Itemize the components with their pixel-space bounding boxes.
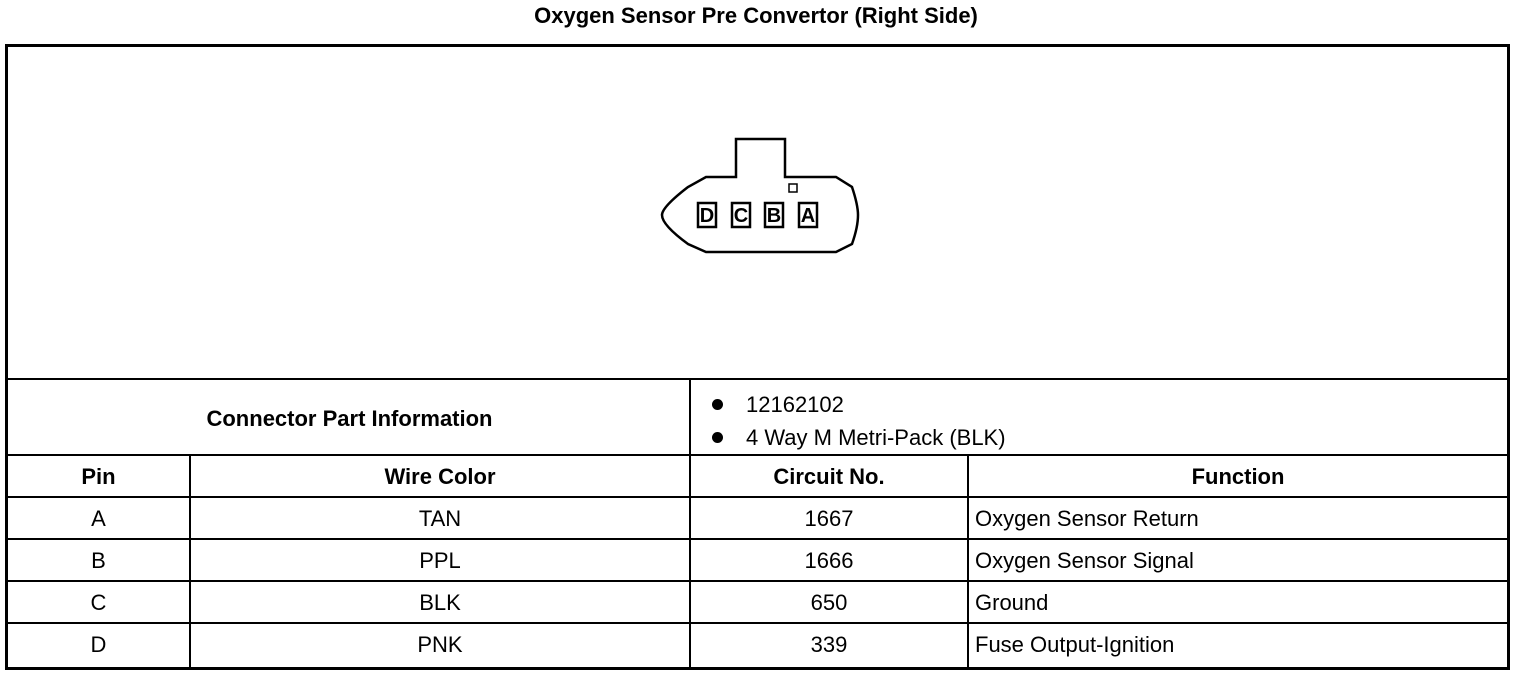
cell-function: Ground <box>975 590 1049 615</box>
part-number: 12162102 <box>746 392 844 417</box>
cell-pin: C <box>90 590 107 615</box>
part-info-list <box>712 388 1492 454</box>
bullet-icon <box>712 399 723 410</box>
cell-circuit: 339 <box>810 632 848 657</box>
header-circuit: Circuit No. <box>773 464 885 489</box>
connector-outline <box>662 139 858 252</box>
cell-pin: A <box>91 506 106 531</box>
cell-function: Fuse Output-Ignition <box>975 632 1175 657</box>
page-title: Oxygen Sensor Pre Convertor (Right Side) <box>534 3 978 28</box>
part-info-item <box>712 388 1492 421</box>
cell-pin: D <box>90 632 107 657</box>
cell-wire-color: PNK <box>417 632 463 657</box>
cell-circuit: 1667 <box>804 506 854 531</box>
divider-diagram-bottom <box>8 378 1507 380</box>
cavity-b-label: B <box>766 205 782 227</box>
part-info-item <box>712 421 1492 454</box>
cell-wire-color: PPL <box>419 548 461 573</box>
part-info-label: Connector Part Information <box>206 406 493 431</box>
cell-circuit: 1666 <box>804 548 854 573</box>
cell-wire-color: TAN <box>418 506 462 531</box>
cavity-d-label: D <box>699 205 715 227</box>
cell-wire-color: BLK <box>419 590 461 615</box>
cavity-a-label: A <box>800 205 816 227</box>
connector-description: 4 Way M Metri-Pack (BLK) <box>746 425 1006 450</box>
header-function: Function <box>1191 464 1285 489</box>
bullet-icon <box>712 432 723 443</box>
cavity-c-label: C <box>733 205 749 227</box>
cell-pin: B <box>91 548 106 573</box>
connector-info-frame <box>5 44 1510 670</box>
pin-a-indicator <box>789 184 797 192</box>
header-wire-color: Wire Color <box>384 464 496 489</box>
connector-diagram <box>8 47 1507 380</box>
cell-circuit: 650 <box>810 590 848 615</box>
header-pin: Pin <box>81 464 116 489</box>
cell-function: Oxygen Sensor Signal <box>975 548 1194 573</box>
cell-function: Oxygen Sensor Return <box>975 506 1199 531</box>
connector-face-drawing <box>8 47 1507 380</box>
